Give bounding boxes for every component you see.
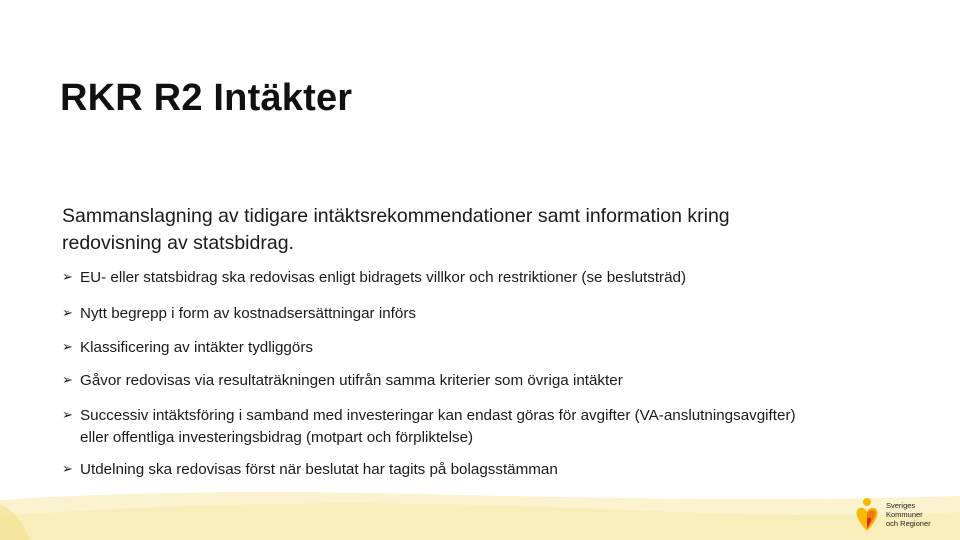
bullet-text: Klassificering av intäkter tydliggörs (80, 339, 313, 356)
intro-paragraph: Sammanslagning av tidigare intäktsrekommendationer samt information kring redovisning av statsbidrag. (62, 205, 730, 254)
arrow-bullet-icon: ➢ (62, 408, 73, 423)
bullet-text: Successiv intäktsföring i samband med investeringar kan endast göras för avgifter (VA-anslutningsavgifter) eller offentliga investeringsbidrag (motpart och förpliktelse) (80, 407, 796, 446)
bullet-text: Gåvor redovisas via resultaträkningen utifrån samma kriterier som övriga intäkter (80, 372, 623, 389)
list-item (62, 337, 313, 359)
logo-wordmark (886, 501, 952, 528)
logo-line-2: Kommuner (886, 510, 923, 519)
arrow-bullet-icon: ➢ (62, 306, 73, 321)
arrow-bullet-icon: ➢ (62, 270, 73, 285)
list-item (62, 405, 800, 449)
heart-logo-icon (852, 497, 882, 535)
bullet-text: Nytt begrepp i form av kostnadsersättningar införs (80, 305, 416, 322)
skr-logo (852, 497, 952, 537)
footer-wave-decoration (0, 490, 960, 540)
logo-line-3: och Regioner (886, 519, 931, 528)
slide-title: RKR R2 Intäkter (60, 77, 353, 119)
arrow-bullet-icon: ➢ (62, 462, 73, 477)
bullet-text: EU- eller statsbidrag ska redovisas enligt bidragets villkor och restriktioner (se beslutsträd) (80, 269, 687, 286)
arrow-bullet-icon: ➢ (62, 373, 73, 388)
list-item (62, 370, 623, 392)
arrow-bullet-icon: ➢ (62, 340, 73, 355)
logo-line-1: Sveriges (886, 501, 916, 510)
list-item (62, 267, 686, 289)
bullet-text: Utdelning ska redovisas först när beslutat har tagits på bolagsstämman (80, 461, 558, 478)
list-item (62, 303, 416, 325)
list-item (62, 459, 558, 481)
